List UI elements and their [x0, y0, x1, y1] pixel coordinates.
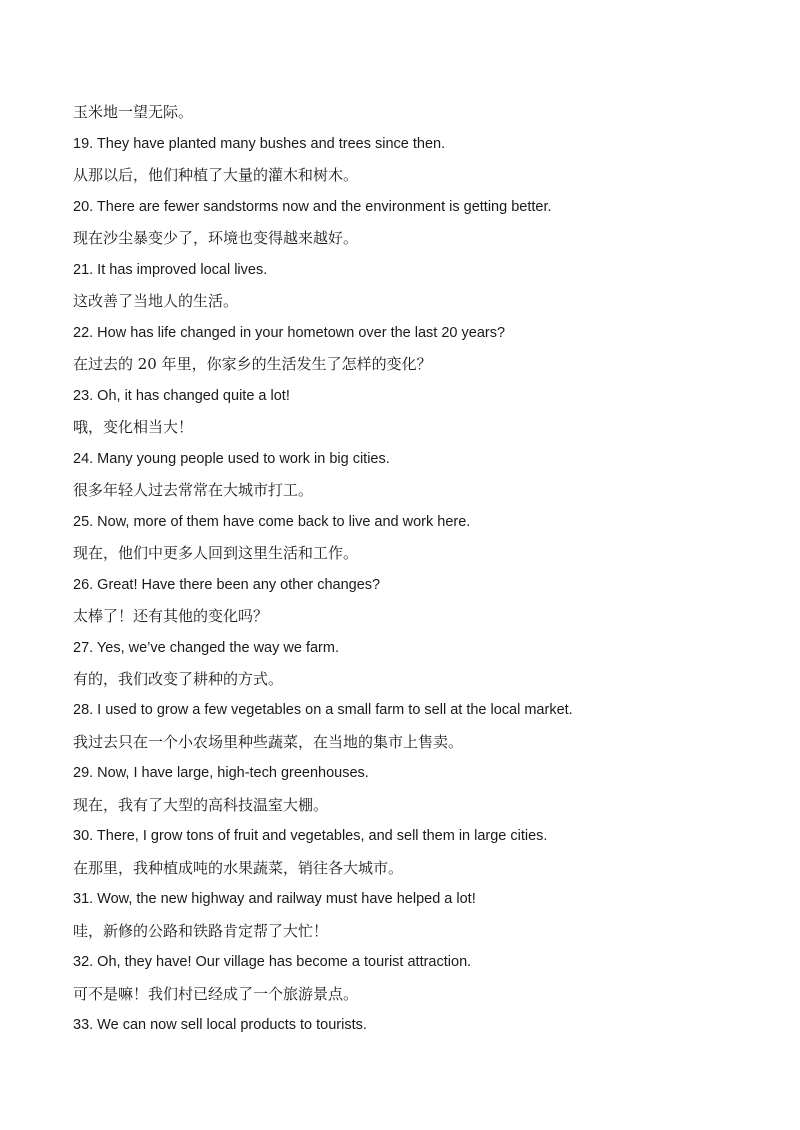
line-30: 33. We can now sell local products to tourists. [73, 1017, 367, 1033]
line-23: 现在，我有了大型的高科技温室大棚。 [73, 796, 329, 814]
line-12: 24. Many young people used to work in big cities. [73, 451, 390, 467]
line-15: 现在，他们中更多人回到这里生活和工作。 [73, 544, 359, 562]
line-16: 26. Great! Have there been any other changes? [73, 577, 381, 593]
line-24: 30. There, I grow tons of fruit and vegetables, and sell them in large cities. [73, 828, 548, 844]
line-07: 这改善了当地人的生活。 [73, 292, 239, 310]
line-18: 27. Yes, we’ve changed the way we farm. [73, 640, 339, 656]
line-26: 31. Wow, the new highway and railway must have helped a lot! [73, 891, 476, 907]
line-28: 32. Oh, they have! Our village has become a tourist attraction. [73, 954, 472, 970]
line-21: 我过去只在一个小农场里种些蔬菜，在当地的集市上售卖。 [73, 733, 464, 751]
line-13: 很多年轻人过去常常在大城市打工。 [73, 481, 314, 499]
line-03: 从那以后，他们种植了大量的灌木和树木。 [73, 166, 359, 184]
line-08: 22. How has life changed in your hometown over the last 20 years? [73, 325, 506, 341]
line-19: 有的，我们改变了耕种的方式。 [73, 670, 284, 688]
line-14: 25. Now, more of them have come back to live and work here. [73, 514, 471, 530]
line-01: 玉米地一望无际。 [73, 103, 194, 121]
line-25: 在那里，我种植成吨的水果蔬菜，销往各大城市。 [73, 859, 404, 877]
line-17: 太棒了！还有其他的变化吗？ [73, 607, 269, 625]
line-06: 21. It has improved local lives. [73, 262, 268, 278]
line-02: 19. They have planted many bushes and trees since then. [73, 136, 446, 152]
line-29: 可不是嘛！我们村已经成了一个旅游景点。 [73, 985, 359, 1003]
line-09: 在过去的 20 年里，你家乡的生活发生了怎样的变化？ [73, 355, 432, 373]
line-20: 28. I used to grow a few vegetables on a small farm to sell at the local market. [73, 702, 573, 718]
line-11: 哦，变化相当大！ [73, 418, 194, 436]
line-10: 23. Oh, it has changed quite a lot! [73, 388, 290, 404]
line-05: 现在沙尘暴变少了，环境也变得越来越好。 [73, 229, 359, 247]
line-27: 哇，新修的公路和铁路肯定帮了大忙！ [73, 922, 329, 940]
line-04: 20. There are fewer sandstorms now and the environment is getting better. [73, 199, 552, 215]
line-22: 29. Now, I have large, high-tech greenhouses. [73, 765, 369, 781]
